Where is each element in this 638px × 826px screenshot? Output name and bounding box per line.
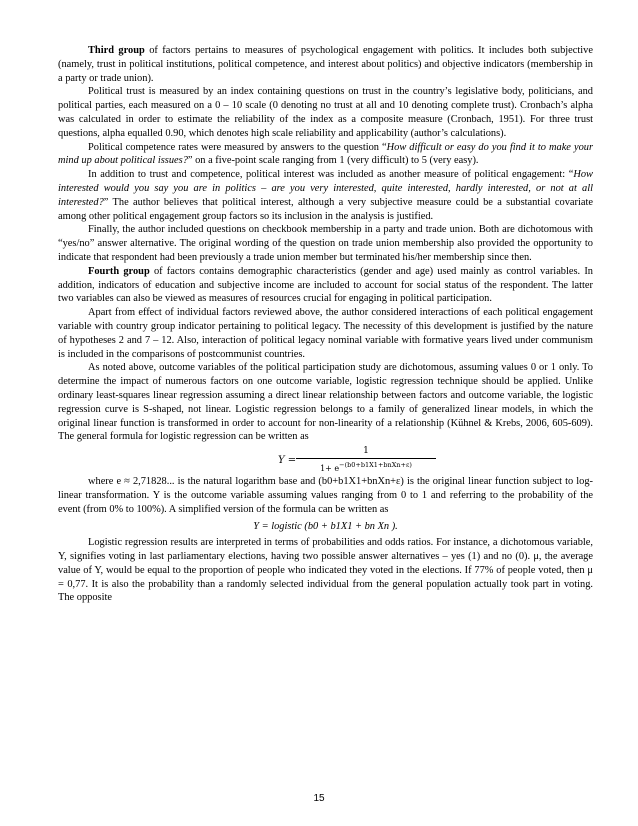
paragraph-political-interest: [58, 168, 593, 223]
paragraph-logistic-intro: As noted above, outcome variables of the political participation study are dichotomous, assuming values 0 or 1 only. To determine the impact of numerous factors on one outcome variable, logistic regression technique should be applied. Unlike ordinary least-squares linear regression assuming a direct linear relationship between factors and outcome variable, the logistic regression curve is S-shaped, not linear. Logistic regression belongs to a family of generalized linear models, in which the original linear function is transformed in order to account for non-linearity of a relationship (Kühnel & Krebs, 2006, 605-609). The general formula for logistic regression can be written as: [58, 362, 593, 443]
denominator-exponent: −(b0+b1X1+bnXn+ε): [339, 461, 412, 470]
formula-numerator: 1: [363, 446, 369, 457]
paragraph-text: ” The author believes that political interest, although a very subjective measure could be a substantial covariate among other political engagement group factors so its inclusion in the analysis is justified.: [58, 196, 593, 222]
paragraph-interpretation: Logistic regression results are interpreted in terms of probabilities and odds ratios. For instance, a dichotomous variable, Y, signifies voting in last parliamentary elections, having two possible answer alternatives – yes (1) and no (0). μ, the average value of Y, would be equal to the proportion of people who indicated they voted in the elections. If 77% of people voted, then μ = 0,77. It is also the probability than a randomly selected individual from the general population actually took part in voting. The opposite: [58, 537, 593, 604]
paragraph-political-competence: [58, 141, 593, 169]
paragraph-fourth-group: [58, 265, 593, 306]
paragraph-political-trust: Political trust is measured by an index containing questions on trust in the country’s legislative body, politicians, and political parties, each measured on a 0 – 10 scale (0 denoting no trust at all and 10 denoting complete trust). Cronbach’s alpha was calculated in order to estimate the reliability of the index as a composite measure (Cronbach, 1951). For three trust questions, alpha equalled 0.90, which denotes high scale reliability and applicability (author’s calculations).: [58, 86, 593, 139]
paragraph-text: ” on a five-point scale ranging from 1 (very difficult) to 5 (very easy).: [187, 155, 479, 167]
paragraph-membership: Finally, the author included questions on checkbook membership in a party and trade union. Both are dichotomous with “yes/no” answer alternative. The original wording of the question on trade union membership also provided the opportunity to indicate that respondent had been previously a trade union member but terminated his/her membership since then.: [58, 224, 593, 263]
formula-denominator: [296, 460, 436, 474]
denominator-base: 1+ e: [320, 464, 340, 474]
logistic-formula: [58, 446, 593, 472]
page-number: 15: [313, 793, 325, 804]
fourth-group-heading: Fourth group: [88, 265, 150, 277]
paragraph-text: of factors contains demographic characteristics (gender and age) used mainly as control variables. In addition, indicators of education and subjective income are included to account for social status of the respondent. The latter two variables can also be viewed as measures of resources crucial for engaging in political participation.: [58, 265, 593, 305]
formula-fraction: [296, 446, 436, 474]
paragraph-text: of factors pertains to measures of psychological engagement with politics. It includes both subjective (namely, trust in political institutions, political competence, and interest about politics) and objective indicators (membership in a party or trade union).: [58, 45, 593, 84]
simplified-formula: Y = logistic (b0 + b1X1 + bn Xn ).: [253, 520, 398, 532]
fraction-bar: [296, 458, 436, 459]
question-quote: How difficult or easy do you find it to make your mind up about political issues?: [58, 141, 593, 167]
formula-lhs: Y =: [278, 455, 297, 467]
paragraph-third-group: [58, 44, 593, 85]
paragraph-interactions: Apart from effect of individual factors reviewed above, the author considered interactions of each political engagement variable with country group indicator pertaining to political legacy. The necessity of this development is justified by the nature of hypotheses 2 and 7 – 12. Also, interaction of political legacy nominal variable with formative years lived under communism is included in the comparisons of postcommunist countries.: [58, 307, 593, 360]
paragraph-text: In addition to trust and competence, political interest was included as another measure of political engagement: “: [88, 169, 574, 181]
body-text: [58, 44, 593, 605]
paragraph-text: Political competence rates were measured by answers to the question “: [88, 141, 387, 153]
question-quote: How interested would you say you are in politics – are you very interested, quite interested, hardly interested, or not at all interested?: [58, 169, 593, 208]
third-group-heading: Third group: [88, 45, 145, 56]
paragraph-formula-explanation: where e ≈ 2,71828... is the natural logarithm base and (b0+b1X1+bnXn+ε) is the original linear function subject to log-linear transformation. Y is the outcome variable assuming values ranging from 0 to 1 and referring to the probability of the event (from 0% to 100%). A simplified version of the formula can be written as: [58, 476, 593, 515]
